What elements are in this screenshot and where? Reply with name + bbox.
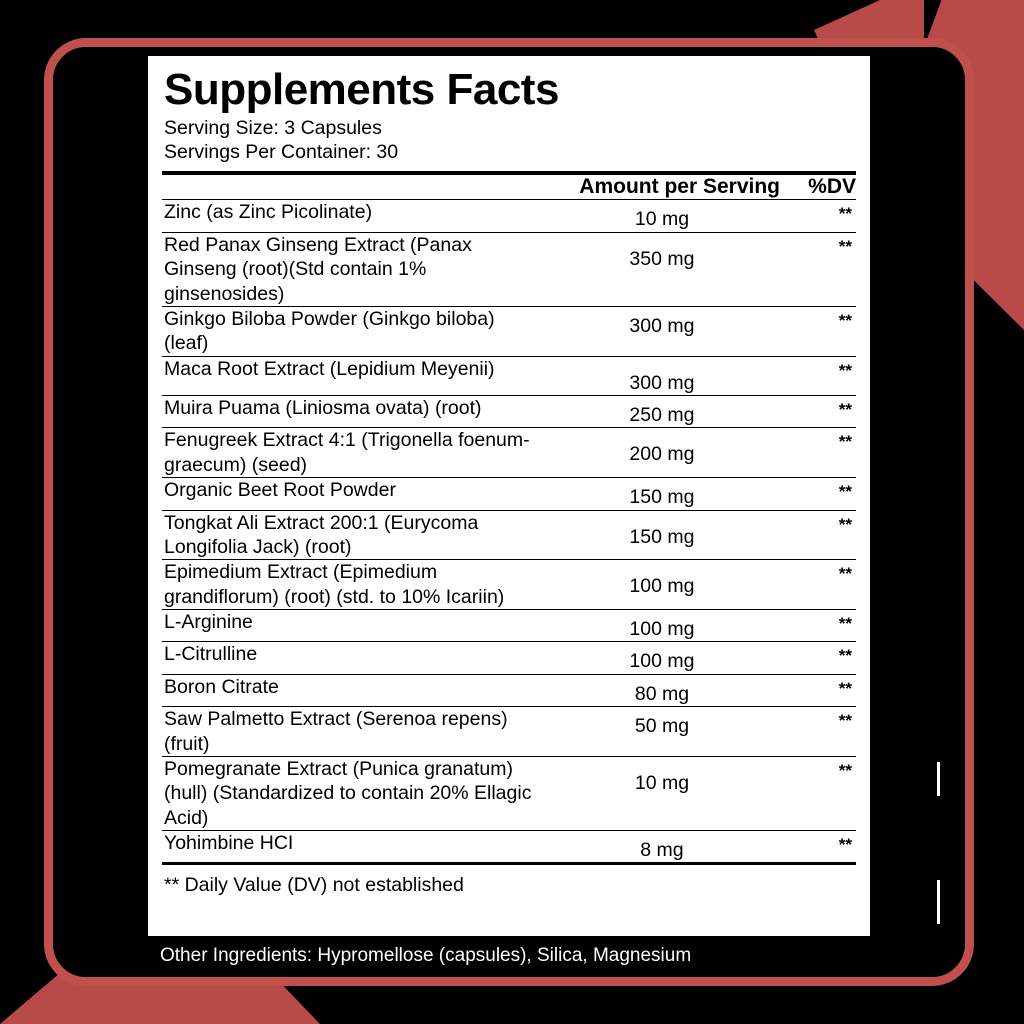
header-amount-per-serving: Amount per Serving [579, 175, 780, 199]
ingredient-amount: 150 mg [544, 510, 780, 560]
ingredient-dv: ** [780, 200, 856, 232]
ingredient-amount: 50 mg [544, 707, 780, 757]
other-ingredients: Other Ingredients: Hypromellose (capsules), Silica, Magnesium [160, 945, 692, 966]
ingredient-dv: ** [780, 642, 856, 674]
header-percent-dv: %DV [808, 175, 856, 199]
daily-value-footnote: ** Daily Value (DV) not established [162, 862, 856, 897]
ingredient-dv: ** [780, 306, 856, 356]
header-blank [162, 175, 544, 200]
table-row [162, 756, 856, 830]
ingredient-name: Epimedium Extract (Epimedium grandiflorum) (root) (std. to 10% Icariin) [162, 560, 544, 610]
table-row [162, 200, 856, 232]
table-row [162, 674, 856, 706]
ingredient-dv: ** [780, 831, 856, 863]
ingredient-name: Zinc (as Zinc Picolinate) [162, 200, 544, 232]
ingredient-amount: 100 mg [544, 642, 780, 674]
ingredient-dv: ** [780, 756, 856, 830]
ingredient-amount: 100 mg [544, 610, 780, 642]
ingredient-name: Organic Beet Root Powder [162, 478, 544, 510]
ingredient-dv: ** [780, 356, 856, 395]
tick-mark-lower [937, 880, 940, 924]
ingredient-dv: ** [780, 428, 856, 478]
ingredient-dv: ** [780, 707, 856, 757]
ingredient-amount: 300 mg [544, 356, 780, 395]
ingredient-name: L-Arginine [162, 610, 544, 642]
servings-per-container: Servings Per Container: 30 [164, 141, 399, 164]
ingredient-amount: 80 mg [544, 674, 780, 706]
ingredient-name: Muira Puama (Liniosma ovata) (root) [162, 396, 544, 428]
ingredient-amount: 100 mg [544, 560, 780, 610]
table-row [162, 232, 856, 306]
ingredient-amount: 10 mg [544, 200, 780, 232]
table-row [162, 560, 856, 610]
ingredient-dv: ** [780, 396, 856, 428]
ingredient-name: Fenugreek Extract 4:1 (Trigonella foenum-graecum) (seed) [162, 428, 544, 478]
tick-mark-upper [937, 762, 940, 796]
ingredient-name: Yohimbine HCI [162, 831, 544, 863]
ingredient-dv: ** [780, 478, 856, 510]
table-row [162, 642, 856, 674]
ingredient-amount: 250 mg [544, 396, 780, 428]
ingredient-name: Boron Citrate [162, 674, 544, 706]
ingredient-amount: 8 mg [544, 831, 780, 863]
serving-size: Serving Size: 3 Capsules [164, 116, 382, 139]
table-row [162, 428, 856, 478]
ingredient-name: Red Panax Ginseng Extract (Panax Ginseng (root)(Std contain 1% ginsenosides) [162, 232, 544, 306]
table-row [162, 356, 856, 395]
table-row [162, 510, 856, 560]
ingredient-name: Pomegranate Extract (Punica granatum) (hull) (Standardized to contain 20% Ellagic Acid) [162, 756, 544, 830]
table-row [162, 707, 856, 757]
ingredient-dv: ** [780, 510, 856, 560]
ingredient-dv: ** [780, 232, 856, 306]
page-title: Supplements Facts [164, 65, 559, 114]
ingredient-dv: ** [780, 560, 856, 610]
supplement-facts-panel [148, 56, 870, 936]
ingredient-name: Saw Palmetto Extract (Serenoa repens) (fruit) [162, 707, 544, 757]
table-row [162, 478, 856, 510]
facts-table-header [162, 175, 856, 200]
table-row [162, 831, 856, 863]
ingredient-name: Maca Root Extract (Lepidium Meyenii) [162, 356, 544, 395]
ingredient-name: Tongkat Ali Extract 200:1 (Eurycoma Longifolia Jack) (root) [162, 510, 544, 560]
ingredient-dv: ** [780, 610, 856, 642]
ingredient-dv: ** [780, 674, 856, 706]
ingredient-name: Ginkgo Biloba Powder (Ginkgo biloba) (leaf) [162, 306, 544, 356]
table-row [162, 396, 856, 428]
table-row [162, 610, 856, 642]
ingredient-amount: 350 mg [544, 232, 780, 306]
facts-table [162, 175, 856, 862]
ingredient-name: L-Citrulline [162, 642, 544, 674]
ingredient-amount: 200 mg [544, 428, 780, 478]
table-row [162, 306, 856, 356]
ingredient-amount: 300 mg [544, 306, 780, 356]
ingredient-amount: 150 mg [544, 478, 780, 510]
ingredient-amount: 10 mg [544, 756, 780, 830]
